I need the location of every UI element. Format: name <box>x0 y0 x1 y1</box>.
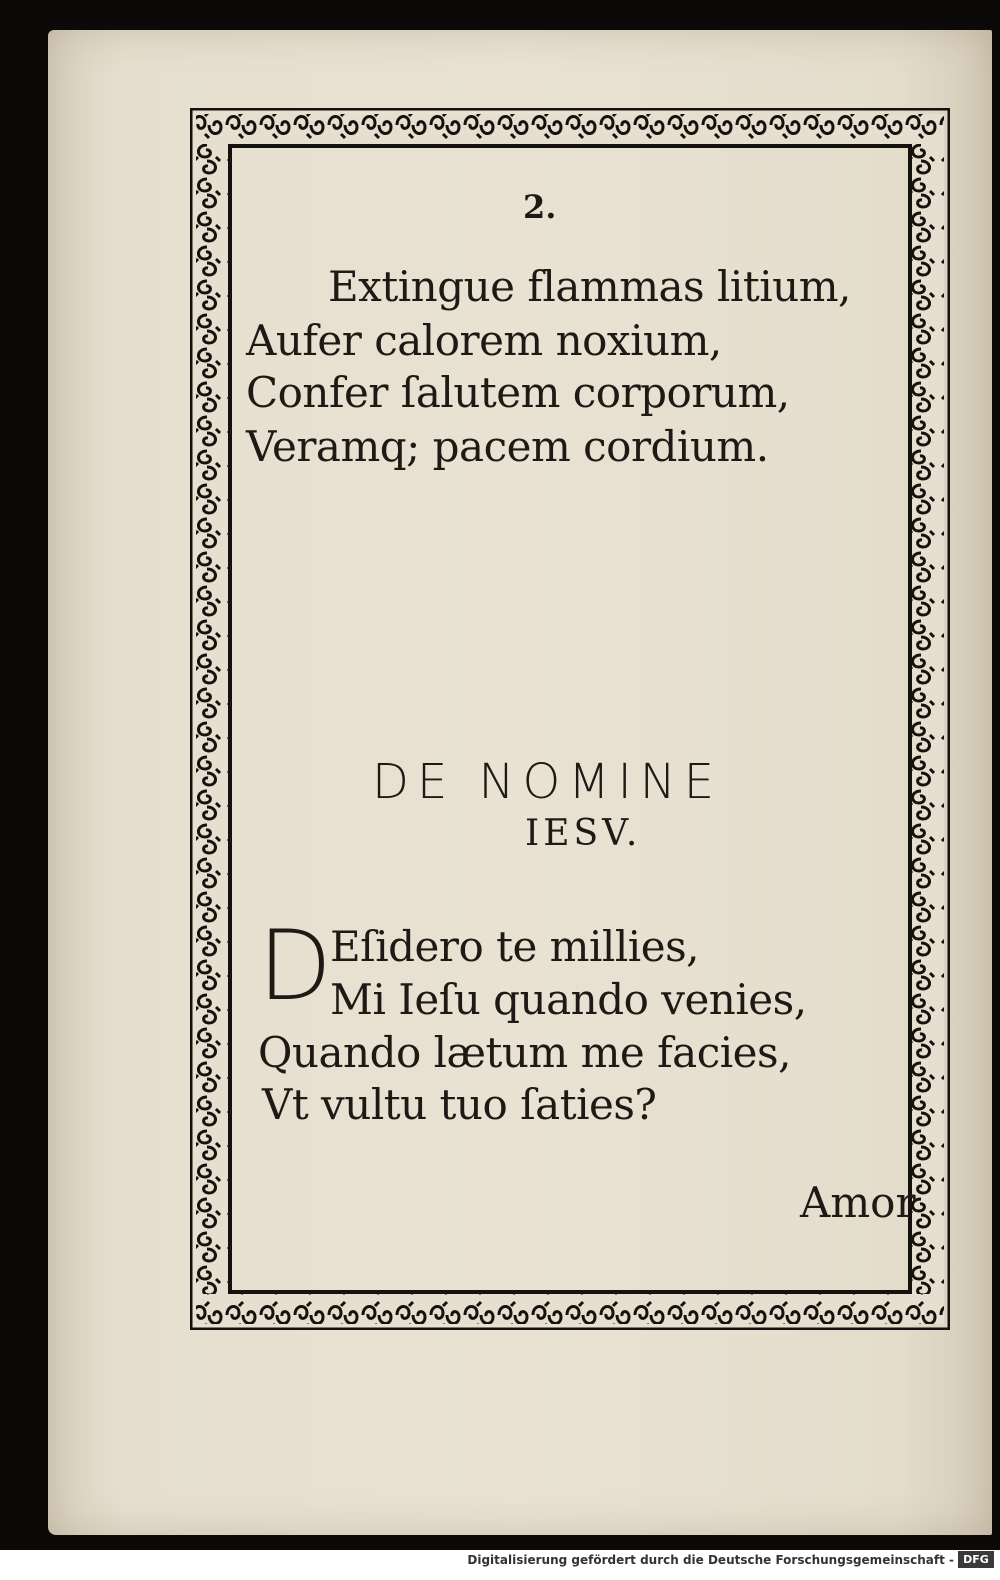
dfg-logo: DFG <box>958 1551 994 1568</box>
verse-line: Vt vultu tuo ſaties? <box>262 1080 657 1129</box>
verse-line: Aufer calorem noxium, <box>246 316 722 365</box>
section-subtitle: IESV. <box>525 813 642 854</box>
drop-cap: D <box>258 910 332 1022</box>
verse-line: Mi Ieſu quando venies, <box>330 975 807 1024</box>
verse-line: Quando lætum me facies, <box>258 1028 791 1077</box>
page-number: 2. <box>523 188 557 226</box>
section-title: DE NOMINE <box>372 754 723 810</box>
verse-line: Extingue flammas litium, <box>328 262 851 311</box>
catchword: Amor <box>800 1178 916 1227</box>
verse-line: Veramq; pacem cordium. <box>246 422 769 471</box>
funding-credit: Digitalisierung gefördert durch die Deutsche Forschungsgemeinschaft - <box>467 1553 954 1567</box>
verse-line: Eſidero te millies, <box>330 922 699 971</box>
verse-line: Confer ſalutem corporum, <box>246 368 790 417</box>
